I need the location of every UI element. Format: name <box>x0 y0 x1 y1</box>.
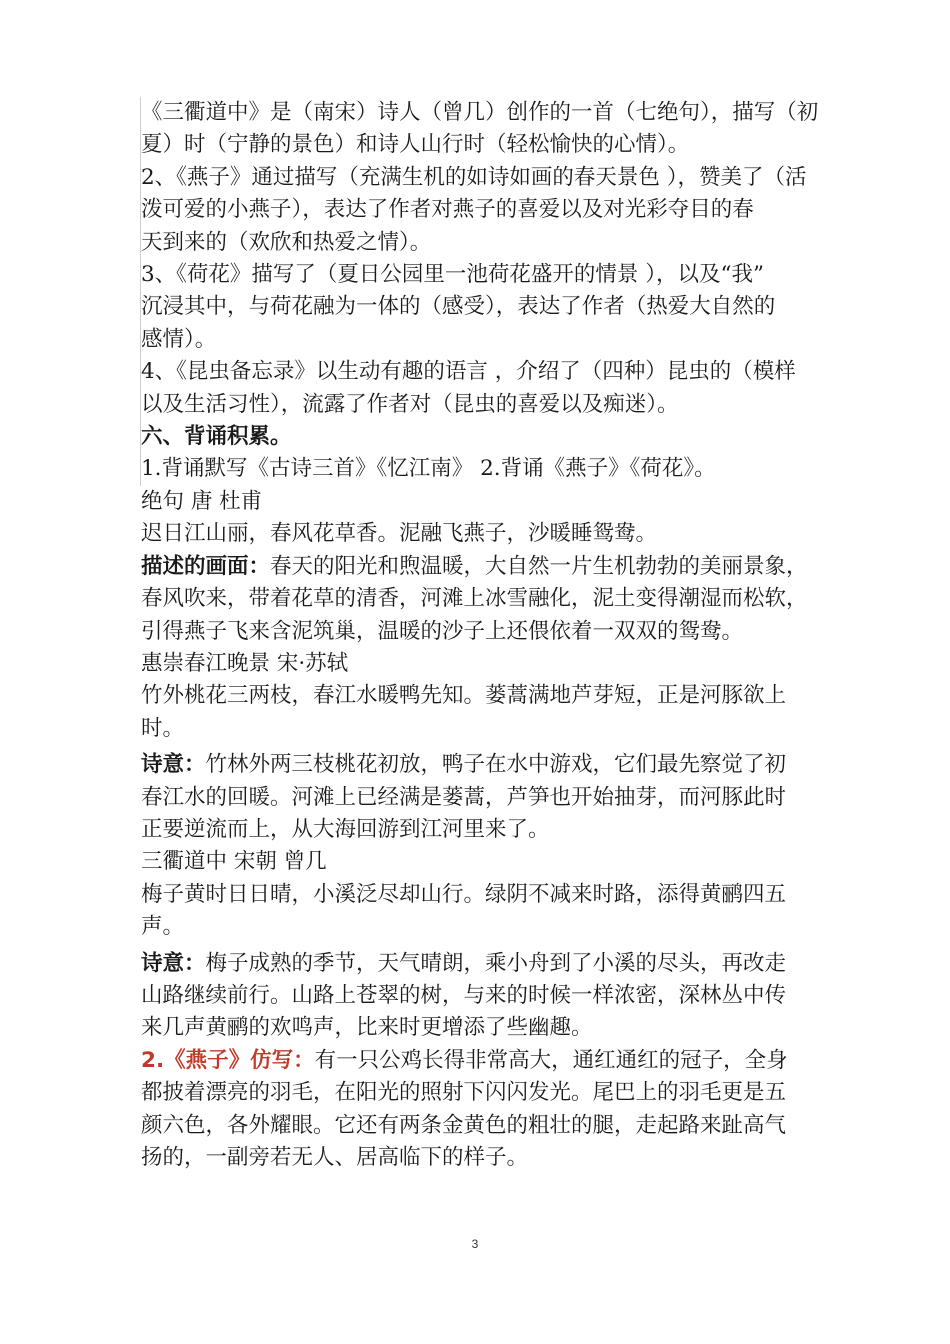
document-body <box>141 97 821 1174</box>
text-line: 泼可爱的小燕子），表达了作者对燕子的喜爱以及对光彩夺目的春 <box>141 197 754 223</box>
text-line: 感情）。 <box>141 326 217 352</box>
poem-text: 迟日江山丽，春风花草香。泥融飞燕子，沙暖睡鸳鸯。 <box>141 521 658 547</box>
text-line: 3、《荷花》描写了（夏日公园里一池荷花盛开的情景 ），以及“我” <box>141 262 764 288</box>
text-line: 以及生活习性），流露了作者对（昆虫的喜爱以及痴迷）。 <box>141 391 679 417</box>
text-line: 引得燕子飞来含泥筑巢，温暖的沙子上还偎依着一双双的鸳鸯。 <box>141 618 744 644</box>
section-heading: 六、背诵积累。 <box>141 424 292 450</box>
meaning-text: 竹林外两三枝桃花初放，鸭子在水中游戏，它们最先察觉了初 <box>205 752 787 778</box>
text-line: 都披着漂亮的羽毛，在阳光的照射下闪闪发光。尾巴上的羽毛更是五 <box>141 1080 787 1106</box>
text-line: 春风吹来，带着花草的清香，河滩上冰雪融化，泥土变得潮湿而松软， <box>141 586 808 612</box>
text-line: 2、《燕子》通过描写（充满生机的如诗如画的春天景色 ），赞美了（活 <box>141 164 807 190</box>
text-line <box>141 1045 821 1077</box>
text-line <box>141 948 821 980</box>
text-line: 4、《昆虫备忘录》以生动有趣的语言 ，介绍了（四种）昆虫的（模样 <box>141 359 796 385</box>
meaning-label: 诗意： <box>141 950 206 976</box>
summary-section <box>140 97 821 486</box>
poem-title: 三衢道中 宋朝 曾几 <box>141 849 327 875</box>
text-line: 《三衢道中》是（南宋）诗人（曾几）创作的一首（七绝句），描写（初 <box>141 100 819 125</box>
text-line: 沉浸其中，与荷花融为一体的（感受），表达了作者（热爱大自然的 <box>141 294 776 320</box>
text-line: 来几声黄鹂的欢鸣声，比来时更增添了些幽趣。 <box>141 1015 593 1041</box>
text-line: 春江水的回暖。河滩上已经满是蒌蒿，芦笋也开始抽芽，而河豚此时 <box>141 784 787 810</box>
text-line <box>141 551 821 583</box>
poem-text: 竹外桃花三两枝，春江水暖鸭先知。蒌蒿满地芦芽短，正是河豚欲上 <box>141 683 787 709</box>
text-line <box>141 749 821 781</box>
description-label: 描述的画面： <box>141 553 271 579</box>
text-line: 正要逆流而上，从大海回游到江河里来了。 <box>141 816 550 842</box>
description-text: 春天的阳光和煦温暖，大自然一片生机勃勃的美丽景象， <box>270 553 808 579</box>
page-number: 3 <box>471 1237 479 1251</box>
poem-text: 时。 <box>141 715 185 741</box>
text-line: 山路继续前行。山路上苍翠的树，与来的时候一样浓密，深林丛中传 <box>141 982 787 1008</box>
poem-text: 声。 <box>141 914 185 940</box>
imitation-label: 2.《燕子》仿写： <box>141 1047 315 1073</box>
text-line: 夏）时（宁静的景色）和诗人山行时（轻松愉快的心情）。 <box>141 132 690 158</box>
poem-text: 梅子黄时日日晴，小溪泛尽却山行。绿阴不减来时路，添得黄鹂四五 <box>141 881 787 907</box>
meaning-text: 梅子成熟的季节，天气晴朗，乘小舟到了小溪的尽头，再改走 <box>205 950 787 976</box>
imitation-text: 有一只公鸡长得非常高大，通红通红的冠子，全身 <box>314 1047 788 1073</box>
text-line: 1.背诵默写《古诗三首》《忆江南》 2.背诵《燕子》《荷花》。 <box>141 456 716 482</box>
poem-title: 绝句 唐 杜甫 <box>141 488 263 514</box>
text-line: 颜六色，各外耀眼。它还有两条金黄色的粗壮的腿，走起路来趾高气 <box>141 1112 787 1138</box>
text-line: 扬的，一副旁若无人、居高临下的样子。 <box>141 1145 529 1170</box>
meaning-label: 诗意： <box>141 752 206 778</box>
text-line: 天到来的（欢欣和热爱之情）。 <box>141 229 432 255</box>
poem-title: 惠崇春江晚景 宋·苏轼 <box>141 650 349 676</box>
